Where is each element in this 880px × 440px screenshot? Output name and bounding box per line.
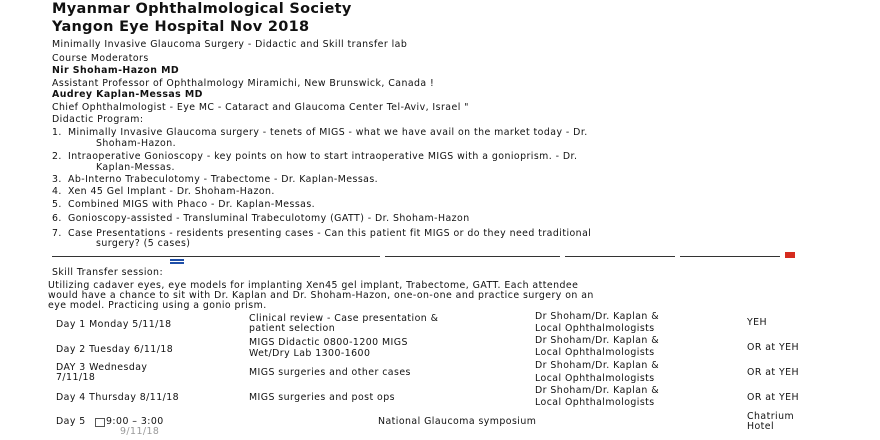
schedule-staff: Dr Shoham/Dr. Kaplan & [535,335,659,346]
moderator-name: Nir Shoham-Hazon MD [52,65,180,76]
schedule-location: YEH [747,317,768,328]
israel-flag-stripe [170,262,184,264]
list-item-number: 1. [52,127,62,138]
schedule-day-date: 7/11/18 [56,372,96,383]
moderator-role: Chief Ophthalmologist - Eye MC - Cataract and Glaucoma Center Tel-Aviv, Israel " [52,102,469,113]
schedule-staff: Dr Shoham/Dr. Kaplan & [535,385,659,396]
embedded-object-icon [95,418,105,427]
schedule-location: Chatrium [747,411,795,422]
list-item-number: 3. [52,174,62,185]
course-subtitle: Minimally Invasive Glaucoma Surgery - Didactic and Skill transfer lab [52,39,408,50]
list-item: Gonioscopy-assisted - Transluminal Trabeculotomy (GATT) - Dr. Shoham-Hazon [68,213,470,224]
schedule-day: DAY 3 Wednesday [56,362,148,373]
list-item: Xen 45 Gel Implant - Dr. Shoham-Hazon. [68,186,275,197]
list-item-number: 5. [52,199,62,210]
list-item: Ab-Interno Trabeculotomy - Trabectome - Dr. Kaplan-Messas. [68,174,379,185]
schedule-description: MIGS Didactic 0800-1200 MIGS [249,337,408,348]
schedule-description: MIGS surgeries and post ops [249,392,395,403]
list-item-number: 2. [52,151,62,162]
skill-paragraph: eye model. Practicing using a gonio prism. [48,300,267,311]
schedule-description: MIGS surgeries and other cases [249,367,411,378]
list-item: Minimally Invasive Glaucoma surgery - tenets of MIGS - what we have avail on the market today - Dr. [68,127,588,138]
schedule-day: Day 4 Thursday 8/11/18 [56,392,180,403]
didactic-label: Didactic Program: [52,114,144,125]
schedule-day: Day 2 Tuesday 6/11/18 [56,344,174,355]
schedule-day: Day 1 Monday 5/11/18 [56,319,172,330]
schedule-staff: Local Ophthalmologists [535,347,655,358]
moderators-label: Course Moderators [52,53,149,64]
canada-flag-icon [785,252,795,258]
list-item-number: 4. [52,186,62,197]
list-item: Combined MIGS with Phaco - Dr. Kaplan-Messas. [68,199,316,210]
event-title: Yangon Eye Hospital Nov 2018 [52,19,310,35]
list-item-number: 6. [52,213,62,224]
moderator-role: Assistant Professor of Ophthalmology Miramichi, New Brunswick, Canada ! [52,78,435,89]
moderator-name: Audrey Kaplan-Messas MD [52,89,203,100]
skill-label: Skill Transfer session: [52,267,164,278]
schedule-location: OR at YEH [747,342,800,353]
schedule-location: OR at YEH [747,392,800,403]
schedule-description: patient selection [249,323,336,334]
list-item-cont: Kaplan-Messas. [96,162,175,173]
schedule-description: Clinical review - Case presentation & [249,313,439,324]
schedule-location: Hotel [747,421,775,432]
skill-paragraph: would have a chance to sit with Dr. Kaplan and Dr. Shoham-Hazon, one-on-one and practice surgery on an [48,290,594,301]
schedule-staff: Local Ophthalmologists [535,397,655,408]
israel-flag-icon [170,259,184,261]
schedule-description: National Glaucoma symposium [378,416,537,427]
schedule-location: OR at YEH [747,367,800,378]
skill-paragraph: Utilizing cadaver eyes, eye models for implanting Xen45 gel implant, Trabectome, GATT. Each attendee [48,280,579,291]
divider [385,256,560,257]
schedule-staff: Dr Shoham/Dr. Kaplan & [535,311,659,322]
schedule-staff: Local Ophthalmologists [535,373,655,384]
org-title: Myanmar Ophthalmological Society [52,1,352,17]
divider [52,256,380,257]
schedule-staff: Dr Shoham/Dr. Kaplan & [535,360,659,371]
list-item: Intraoperative Gonioscopy - key points on how to start intraoperative MIGS with a gonioprism. - Dr. [68,151,578,162]
list-item-cont: Shoham-Hazon. [96,138,177,149]
schedule-time: 9:00 – 3:00 [106,416,164,427]
schedule-day: Day 5 [56,416,86,427]
schedule-day-date: 9/11/18 [120,426,160,437]
list-item-number: 7. [52,228,62,239]
list-item-cont: surgery? (5 cases) [96,238,191,249]
divider [680,256,780,257]
divider [565,256,675,257]
list-item: Case Presentations - residents presenting cases - Can this patient fit MIGS or do they need traditional [68,228,592,239]
schedule-staff: Local Ophthalmologists [535,323,655,334]
schedule-description: Wet/Dry Lab 1300-1600 [249,348,371,359]
